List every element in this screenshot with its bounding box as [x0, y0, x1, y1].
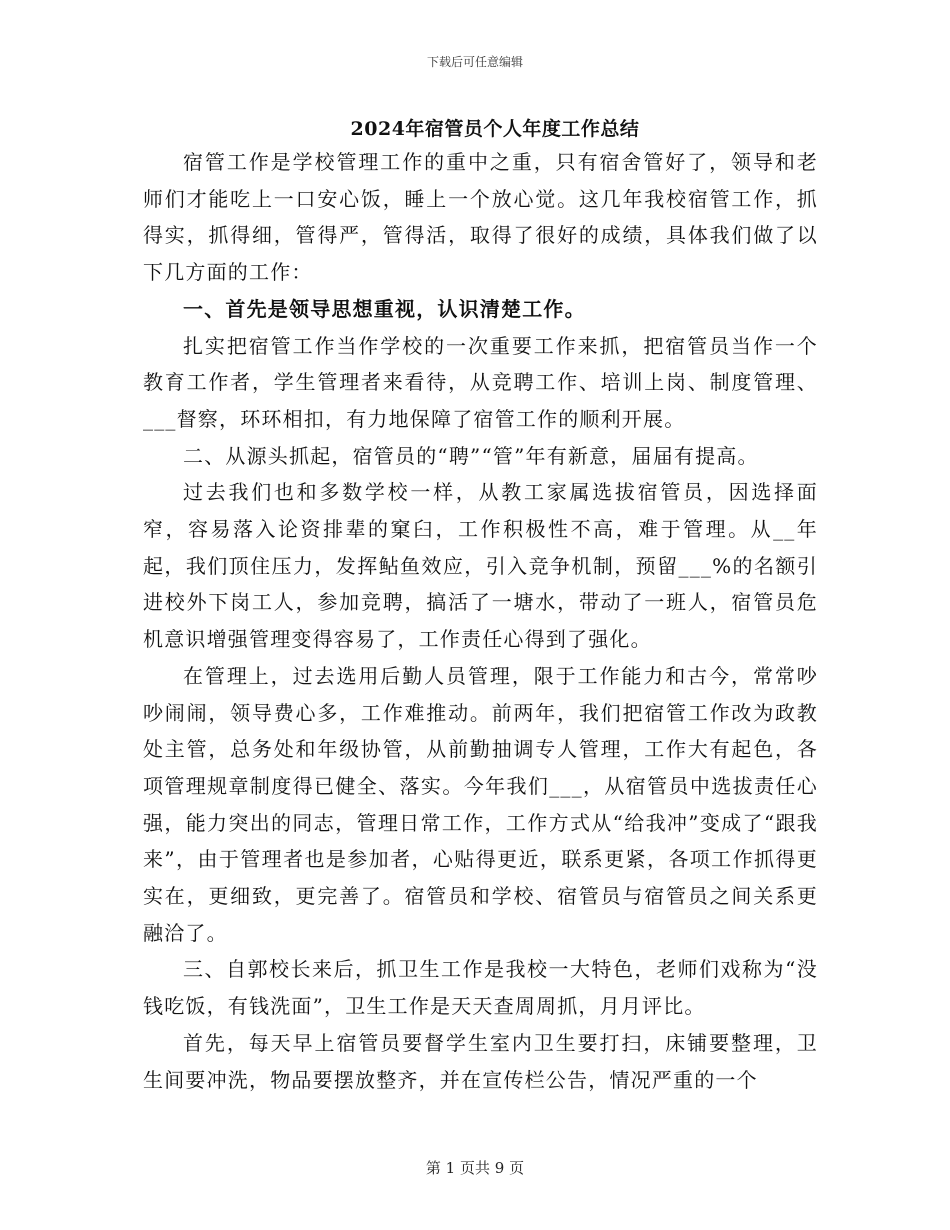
section-heading-1: 一、首先是领导思想重视，认识清楚工作。 — [183, 296, 586, 321]
section-heading-2: 二、从源头抓起，宿管员的“聘”“管”年有新意，届届有提高。 — [183, 443, 759, 468]
section-heading-3: 三、自郭校长来后，抓卫生工作是我校一大特色，老师们戏称为“没钱吃饭，有钱洗面”，卫生工作是天天查周周抓，月月评比。 — [143, 957, 818, 1019]
document-title: 2024年宿管员个人年度工作总结 — [350, 118, 640, 140]
page-footer: 第 1 页共 9 页 — [425, 1159, 525, 1177]
paragraph-1: 扎实把宿管工作当作学校的一次重要工作来抓，把宿管员当作一个教育工作者，学生管理者来看待，从竞聘工作、培训上岗、制度管理、___督察，环环相扣，有力地保障了宿管工作的顺利开展。 — [143, 333, 818, 431]
paragraph-2: 过去我们也和多数学校一样，从教工家属选拔宿管员，因选择面窄，容易落入论资排辈的窠臼，工作积极性不高，难于管理。从__年起，我们顶住压力，发挥鲇鱼效应，引入竞争机制，预留___%的名额引进校外下岗工人，参加竞聘，搞活了一塘水，带动了一班人，宿管员危机意识增强管理变得容易了，工作责任心得到了强化。 — [143, 480, 818, 652]
header-note: 下载后可任意编辑 — [426, 55, 523, 69]
paragraph-3: 在管理上，过去选用后勤人员管理，限于工作能力和古今，常常吵吵闹闹，领导费心多，工作难推动。前两年，我们把宿管工作改为政教处主管，总务处和年级协管，从前勤抽调专人管理，工作大有起色，各项管理规章制度得已健全、落实。今年我们___，从宿管员中选拔责任心强，能力突出的同志，管理日常工作，工作方式从“给我冲”变成了“跟我来”，由于管理者也是参加者，心贴得更近，联系更紧，各项工作抓得更实在，更细致，更完善了。宿管员和学校、宿管员与宿管员之间关系更融洽了。 — [143, 663, 818, 945]
document-body — [143, 144, 818, 1098]
paragraph-4: 首先，每天早上宿管员要督学生室内卫生要打扫，床铺要整理，卫生间要冲洗，物品要摆放整齐，并在宣传栏公告，情况严重的一个 — [143, 1030, 818, 1092]
paragraph-intro: 宿管工作是学校管理工作的重中之重，只有宿舍管好了，领导和老师们才能吃上一口安心饭，睡上一个放心觉。这几年我校宿管工作，抓得实，抓得细，管得严，管得活，取得了很好的成绩，具体我们做了以下几方面的工作： — [143, 150, 818, 285]
